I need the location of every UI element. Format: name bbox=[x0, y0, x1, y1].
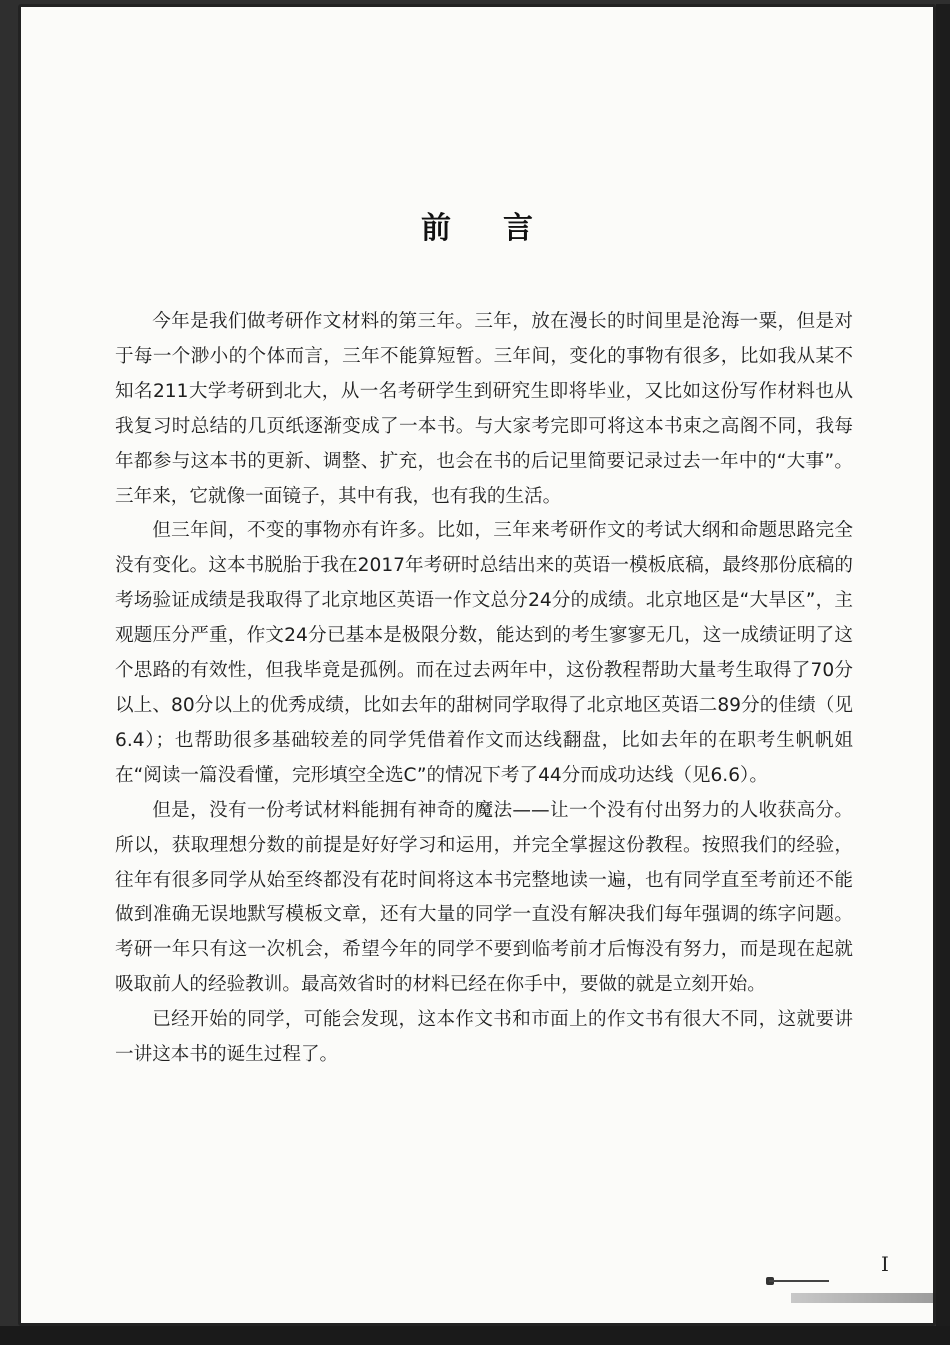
document-page bbox=[18, 4, 936, 1326]
body-text bbox=[115, 305, 853, 1073]
paragraph: 已经开始的同学，可能会发现，这本作文书和市面上的作文书有很大不同，这就要讲一讲这本书的诞生过程了。 bbox=[115, 1009, 853, 1066]
footer-ornament-bar bbox=[791, 1293, 936, 1303]
paragraph: 今年是我们做考研作文材料的第三年。三年，放在漫长的时间里是沧海一粟，但是对于每一个渺小的个体而言，三年不能算短暂。三年间，变化的事物有很多，比如我从某不知名211大学考研到北大，从一名考研学生到研究生即将毕业，又比如这份写作材料也从我复习时总结的几页纸逐渐变成了一本书。与大家考完即可将这本书束之高阁不同，我每年都参与这本书的更新、调整、扩充，也会在书的后记里简要记录过去一年中的“大事”。三年来，它就像一面镜子，其中有我，也有我的生活。 bbox=[115, 311, 853, 507]
scan-shadow-bottom bbox=[0, 1326, 950, 1345]
page-title: 前言 bbox=[421, 211, 585, 246]
paragraph: 但是，没有一份考试材料能拥有神奇的魔法——让一个没有付出努力的人收获高分。所以，获取理想分数的前提是好好学习和运用，并完全掌握这份教程。按照我们的经验，往年有很多同学从始至终都没有花时间将这本书完整地读一遍，也有同学直至考前还不能做到准确无误地默写模板文章，还有大量的同学一直没有解决我们每年强调的练字问题。考研一年只有这一次机会，希望今年的同学不要到临考前才后悔没有努力，而是现在起就吸取前人的经验教训。最高效省时的材料已经在你手中，要做的就是立刻开始。 bbox=[115, 799, 853, 996]
scan-shadow-right bbox=[936, 4, 950, 1345]
paragraph: 但三年间，不变的事物亦有许多。比如，三年来考研作文的考试大纲和命题思路完全没有变化。这本书脱胎于我在2017年考研时总结出来的英语一模板底稿，最终那份底稿的考场验证成绩是我取得了北京地区英语一作文总分24分的成绩。北京地区是“大旱区”，主观题压分严重，作文24分已基本是极限分数，能达到的考生寥寥无几，这一成绩证明了这个思路的有效性，但我毕竟是孤例。而在过去两年中，这份教程帮助大量考生取得了70分以上、80分以上的优秀成绩，比如去年的甜树同学取得了北京地区英语二89分的佳绩（见6.4）；也帮助很多基础较差的同学凭借着作文而达线翻盘，比如去年的在职考生帆帆姐在“阅读一篇没看懂，完形填空全选C”的情况下考了44分而成功达线（见6.6）。 bbox=[115, 520, 853, 786]
page-number: I bbox=[881, 1252, 889, 1276]
footer-ornament-line bbox=[769, 1280, 829, 1282]
